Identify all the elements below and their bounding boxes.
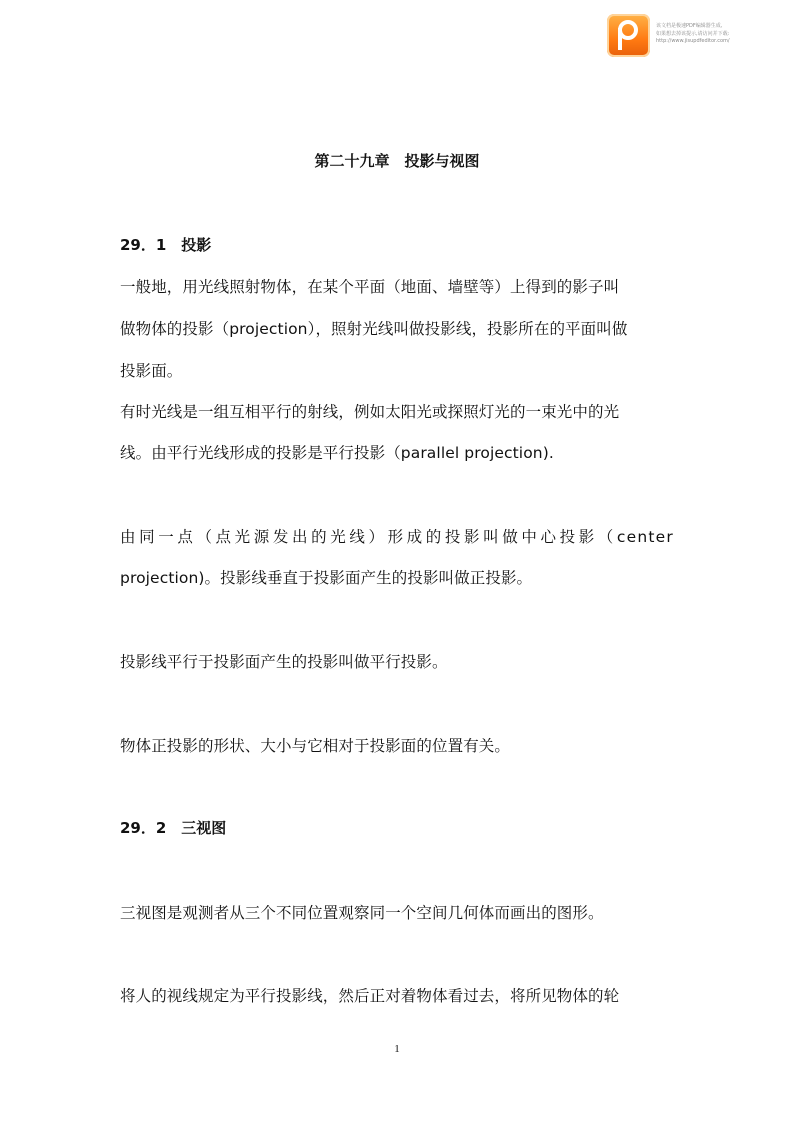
- paragraph-line: 由同一点（点光源发出的光线）形成的投影叫做中心投影（center: [120, 528, 674, 546]
- pdf-editor-watermark: [607, 12, 787, 62]
- pdf-editor-logo-icon: [607, 14, 650, 57]
- paragraph-line: 投影面。: [120, 362, 183, 380]
- paragraph-line: 有时光线是一组互相平行的射线，例如太阳光或探照灯光的一束光中的光: [120, 403, 620, 421]
- watermark-url: http://www.jisupdfeditor.com/: [656, 38, 730, 44]
- paragraph-line: 一般地，用光线照射物体，在某个平面（地面、墙壁等）上得到的影子叫: [120, 278, 620, 296]
- section-heading-29-2: 29．2 三视图: [120, 819, 227, 837]
- paragraph-line: 三视图是观测者从三个不同位置观察同一个空间几何体而画出的图形。: [120, 904, 604, 922]
- chapter-title: 第二十九章 投影与视图: [314, 152, 480, 170]
- section-heading-29-1: 29．1 投影: [120, 236, 212, 254]
- watermark-text: [656, 23, 788, 46]
- paragraph-line: 投影线平行于投影面产生的投影叫做平行投影。: [120, 653, 448, 671]
- watermark-line: 该文档是极速PDF编辑器生成,: [656, 23, 723, 29]
- paragraph-line: 做物体的投影（projection），照射光线叫做投影线，投影所在的平面叫做: [120, 320, 628, 338]
- paragraph-line: 将人的视线规定为平行投影线，然后正对着物体看过去，将所见物体的轮: [120, 987, 620, 1005]
- paragraph-line: 线。由平行光线形成的投影是平行投影（parallel projection).: [120, 444, 554, 462]
- paragraph-line: 物体正投影的形状、大小与它相对于投影面的位置有关。: [120, 737, 511, 755]
- page-number: 1: [394, 1043, 400, 1055]
- watermark-line: 如果想去掉该提示,请访问并下载:: [656, 30, 730, 37]
- paragraph-line: projection)。投影线垂直于投影面产生的投影叫做正投影。: [120, 569, 533, 587]
